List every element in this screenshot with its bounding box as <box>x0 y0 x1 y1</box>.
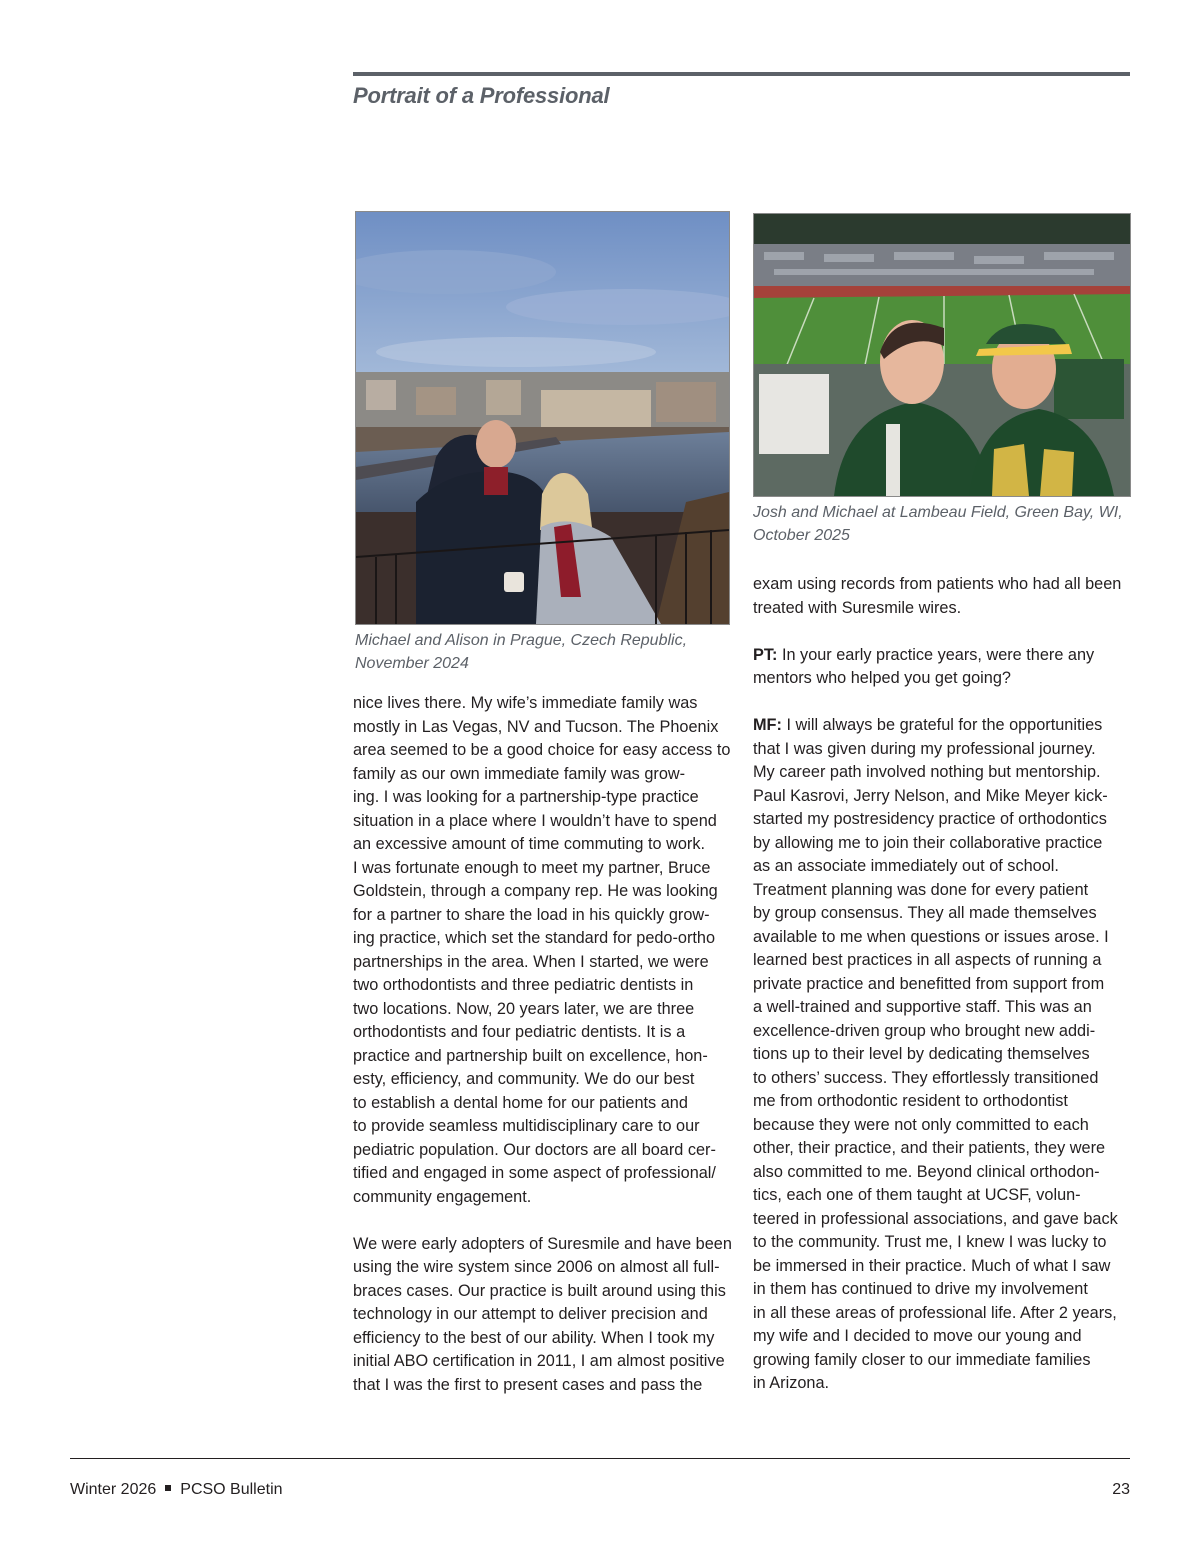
interview-question: PT: In your early practice years, were there any mentors who helped you get going? <box>753 644 1130 691</box>
article-text-line: esty, efficiency, and community. We do our best <box>353 1070 695 1088</box>
answer-text-line: other, their practice, and their patients, they were <box>753 1139 1106 1157</box>
article-text-line: ing. I was looking for a partnership-type practice <box>353 788 699 806</box>
answer-text-line: as an associate immediately out of school. <box>753 857 1059 875</box>
article-text-line: tified and engaged in some aspect of professional/ <box>353 1164 716 1182</box>
answer-text-line: in all these areas of professional life. After 2 years, <box>753 1303 1117 1322</box>
article-text-line: orthodontists and four pediatric dentists. It is a <box>353 1023 686 1041</box>
article-column-right <box>753 573 1130 1396</box>
article-text-line: community engagement. <box>353 1187 532 1206</box>
answer-text-line: because they were not only committed to each <box>753 1115 1089 1134</box>
answer-text-line: also committed to me. Beyond clinical orthodon- <box>753 1162 1100 1181</box>
photo-caption-prague: Michael and Alison in Prague, Czech Republic, November 2024 <box>355 632 688 672</box>
answer-speaker: MF: <box>753 716 782 734</box>
answer-text-line: available to me when questions or issues arose. I <box>753 927 1109 946</box>
answer-text-line: growing family closer to our immediate families <box>753 1350 1091 1369</box>
answer-text-line: private practice and benefitted from support from <box>753 974 1105 993</box>
article-text-line: efficiency to the best of our ability. When I took my <box>353 1328 715 1347</box>
article-text-line: for a partner to share the load in his quickly grow- <box>353 905 710 924</box>
section-title: Portrait of a Professional <box>353 83 610 108</box>
article-text-line: family as our own immediate family was grow- <box>353 764 686 783</box>
article-text-line: Goldstein, through a company rep. He was looking <box>353 882 718 900</box>
footer-rule <box>70 1458 1130 1459</box>
answer-text-line: in Arizona. <box>753 1374 830 1392</box>
article-text-line: practice and partnership built on excellence, hon- <box>353 1046 708 1065</box>
answer-text-line: that I was given during my professional journey. <box>753 739 1096 758</box>
article-text-line: nice lives there. My wife’s immediate family was <box>353 694 698 712</box>
answer-text-line: in them has continued to drive my involvement <box>753 1280 1088 1298</box>
answer-text-line: to others’ success. They effortlessly transitioned <box>753 1068 1099 1087</box>
footer-publication <box>70 1481 283 1499</box>
photo-lambeau <box>753 213 1131 497</box>
answer-text-line: started my postresidency practice of orthodontics <box>753 810 1107 828</box>
article-text-line: technology in our attempt to deliver precision and <box>353 1305 708 1323</box>
footer-publication-name: PCSO Bulletin <box>180 1481 283 1498</box>
answer-text-line: Paul Kasrovi, Jerry Nelson, and Mike Meyer kick- <box>753 786 1108 805</box>
article-text-line: We were early adopters of Suresmile and have been <box>353 1234 732 1253</box>
answer-text-line: by allowing me to join their collaborative practice <box>753 833 1103 852</box>
article-text-line: ing practice, which set the standard for pedo-ortho <box>353 929 716 947</box>
article-text-line: initial ABO certification in 2011, I am almost positive <box>353 1352 725 1370</box>
answer-text-line: teered in professional associations, and gave back <box>753 1209 1118 1228</box>
answer-text-line: tics, each one of them taught at UCSF, volun- <box>753 1186 1081 1204</box>
article-text-line: area seemed to be a good choice for easy access to <box>353 741 731 759</box>
square-bullet-icon <box>165 1485 171 1491</box>
article-text-line: braces cases. Our practice is built around using this <box>353 1281 726 1300</box>
article-text-line: situation in a place where I wouldn’t have to spend <box>353 811 717 830</box>
article-text-line: exam using records from patients who had all been <box>753 575 1122 593</box>
article-text-line: I was fortunate enough to meet my partner, Bruce <box>353 858 711 877</box>
photo-prague <box>355 211 730 625</box>
photo-caption-lambeau: Josh and Michael at Lambeau Field, Green Bay, WI, October 2025 <box>753 504 1123 544</box>
answer-text-line: Treatment planning was done for every patient <box>753 880 1089 899</box>
article-text-line: pediatric population. Our doctors are all board cer- <box>353 1140 716 1159</box>
article-text-line: two locations. Now, 20 years later, we are three <box>353 999 695 1018</box>
answer-text-line: me from orthodontic resident to orthodontist <box>753 1092 1068 1110</box>
answer-text-line: a well-trained and supportive staff. This was an <box>753 998 1092 1016</box>
article-text-line: to establish a dental home for our patients and <box>353 1093 688 1112</box>
answer-text-line: tions up to their level by dedicating themselves <box>753 1045 1090 1063</box>
answer-text-line: to the community. Trust me, I knew I was lucky to <box>753 1233 1107 1251</box>
article-text-line: two orthodontists and three pediatric dentists in <box>353 976 694 994</box>
article-text-line: to provide seamless multidisciplinary care to our <box>353 1117 700 1135</box>
answer-text-line: be immersed in their practice. Much of what I saw <box>753 1256 1111 1275</box>
answer-text-line: excellence-driven group who brought new addi- <box>753 1021 1096 1040</box>
header-rule <box>353 72 1130 76</box>
answer-text-line: my wife and I decided to move our young and <box>753 1327 1082 1345</box>
right-intro-paragraph <box>753 573 1130 620</box>
question-text-line: mentors who helped you get going? <box>753 669 1011 687</box>
article-text-line: mostly in Las Vegas, NV and Tucson. The Phoenix <box>353 717 719 736</box>
article-column-left <box>353 692 730 1397</box>
answer-text-line: learned best practices in all aspects of running a <box>753 951 1102 969</box>
answer-text-line: by group consensus. They all made themselves <box>753 904 1097 922</box>
page-number: 23 <box>1112 1481 1130 1498</box>
article-text-line: using the wire system since 2006 on almost all full- <box>353 1258 720 1276</box>
question-speaker: PT: <box>753 645 778 664</box>
article-text-line: an excessive amount of time commuting to work. <box>353 835 706 853</box>
article-text-line: that I was the first to present cases and pass the <box>353 1375 703 1394</box>
footer-issue: Winter 2026 <box>70 1481 157 1498</box>
answer-text-line: My career path involved nothing but mentorship. <box>753 763 1101 781</box>
article-text-line: partnerships in the area. When I started, we were <box>353 952 709 971</box>
article-text-line: treated with Suresmile wires. <box>753 598 962 617</box>
interview-answer: MF: I will always be grateful for the opportunities that I was given during my professional journey. My career path involved nothing but mentorship. Paul Kasrovi, Jerry Nelson, and Mike Meyer kick- started my postresidency practice of orthodontics by allowing me to join their collaborative practice as an associate immediately out of school. Treatment planning was done for every patient by group consensus. They all made themselves available to me when questions or issues arose. I learned best practices in all aspects of running a private practice and benefitted from support from a well-trained and supportive staff. This was an excellence-driven group who brought new addi- tions up to their level by dedicating themselves to others’ success. They effortlessly transitioned me from orthodontic resident to orthodontist because they were not only committed to each other, their practice, and their patients, they were also committed to me. Beyond clinical orthodon- tics, each one of them taught at UCSF, volun- teered in professional associations, and gave back to the community. Trust me, I knew I was lucky to be immersed in their practice. Much of what I saw in them has continued to drive my involvement in all these areas of professional life. After 2 years, my wife and I decided to move our young and growing family closer to our immediate families in Arizona. <box>753 714 1130 1396</box>
